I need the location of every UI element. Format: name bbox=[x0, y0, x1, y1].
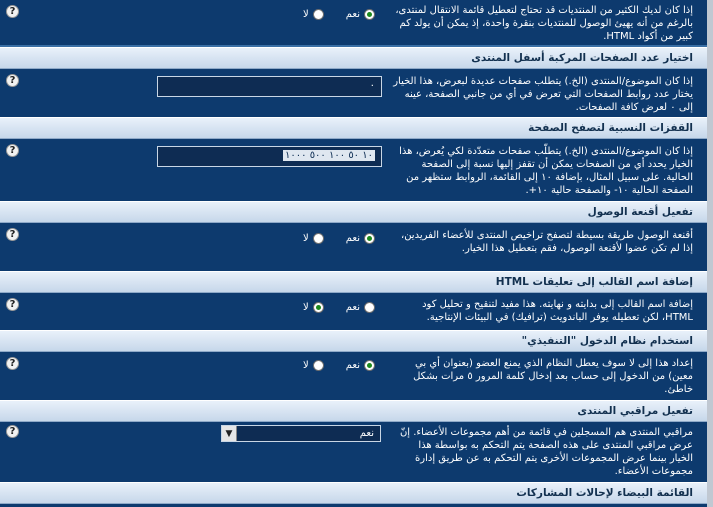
setting-description: أقنعة الوصول طريقة بسيطة لتصفح تراخيص المنتدى للأعضاء الفريدين، إذا لم تكن عضوا لأقنعة الوصول، فقم بتعطيل هذا الخيار. bbox=[400, 230, 693, 254]
radio-yes-label: نعم bbox=[345, 302, 360, 313]
setting-description: إذا كان الموضوع/المنتدى (الخ.) يتطلب صفحات عديدة لبعرض، هذا الخيار يختار عدد روابط الصفحات التي تعرض في أي من جانبي الصفحة، عينه إلى ٠ لعرض كافة الصفحات. bbox=[393, 76, 693, 113]
help-icon[interactable]: ? bbox=[6, 144, 19, 157]
section-title: القائمة البيضاء لإحالات المشاركات bbox=[516, 487, 693, 499]
section-title: اختيار عدد الصفحات المركبة أسفل المنتدى bbox=[471, 52, 693, 64]
setting-description: إذا كان الموضوع/المنتدى (الخ.) يتطلّب صفحات متعدّدة لكي يُعرض، هذا الخيار يحدد أي من الصفحات يمكن أن تقفز إليها نسبة إلى الصفحة الحالية. على سبيل المثال، بإضافة ١٠ إلى القائمة، الروابط ستظهر من الصفحة الحالية ١٠- والصفحة حالية ١٠+. bbox=[399, 146, 693, 196]
setting-row-page-nav-count bbox=[0, 69, 707, 117]
section-header bbox=[0, 201, 707, 223]
section-title: استخدام نظام الدخول "التنفيذي" bbox=[521, 335, 693, 347]
radio-yes[interactable] bbox=[364, 302, 375, 313]
section-title: تفعيل أقنعة الوصول bbox=[587, 206, 693, 218]
setting-row-template-comments bbox=[0, 293, 707, 330]
yes-no-radio-group bbox=[303, 233, 375, 244]
setting-row-login-strikes bbox=[0, 352, 707, 400]
radio-yes-label: نعم bbox=[345, 9, 360, 20]
section-header bbox=[0, 330, 707, 352]
chevron-down-icon[interactable]: ▼ bbox=[222, 426, 237, 441]
radio-yes[interactable] bbox=[364, 360, 375, 371]
section-header bbox=[0, 271, 707, 293]
section-header bbox=[0, 47, 707, 69]
yes-no-radio-group bbox=[303, 302, 375, 313]
setting-row-relative-jumps bbox=[0, 139, 707, 201]
radio-yes-label: نعم bbox=[345, 233, 360, 244]
radio-no-label: لا bbox=[303, 302, 309, 313]
yes-no-radio-group bbox=[303, 360, 375, 371]
moderators-select[interactable] bbox=[221, 425, 381, 442]
scrollbar[interactable] bbox=[707, 0, 713, 507]
setting-description: مراقبي المنتدى هم المسجلين في قائمة من أهم مجموعات الأعضاء. إنّ عرض مراقبي المنتدى على هذه الصفحة يتم التحكم به بواسطة هذا الخيار بينما عرض المجموعات الأخرى يتم التحكم به عن طريق إدارة مجموعات الأعضاء. bbox=[399, 427, 693, 477]
section-header bbox=[0, 400, 707, 422]
section-title: القفزات النسبية لتصفح الصفحة bbox=[528, 122, 693, 134]
section-title: إضافة اسم القالب إلى تعليقات HTML bbox=[495, 276, 693, 288]
setting-row-forum-jump bbox=[0, 0, 707, 45]
yes-no-radio-group bbox=[303, 9, 375, 20]
section-header bbox=[0, 482, 707, 504]
radio-no[interactable] bbox=[313, 233, 324, 244]
setting-description: إعداد هذا إلى لا سوف يعطل النظام الذي يمنع العضو (بعنوان أي بي معين) من الدخول إلى حساب بعد إدخال كلمة المرور ٥ مرات بشكل خاطئ. bbox=[413, 358, 693, 395]
section-title: تفعيل مراقبي المنتدى bbox=[577, 405, 693, 417]
setting-row-access-masks bbox=[0, 223, 707, 271]
help-icon[interactable]: ? bbox=[6, 357, 19, 370]
radio-no[interactable] bbox=[313, 302, 324, 313]
help-icon[interactable]: ? bbox=[6, 425, 19, 438]
radio-no-label: لا bbox=[303, 360, 309, 371]
section-header bbox=[0, 117, 707, 139]
radio-no-label: لا bbox=[303, 233, 309, 244]
radio-yes[interactable] bbox=[364, 233, 375, 244]
setting-row-moderators bbox=[0, 422, 707, 482]
select-value: نعم bbox=[359, 428, 374, 439]
radio-no[interactable] bbox=[313, 360, 324, 371]
help-icon[interactable]: ? bbox=[6, 5, 19, 18]
help-icon[interactable]: ? bbox=[6, 74, 19, 87]
radio-no-label: لا bbox=[303, 9, 309, 20]
setting-description: إضافة اسم القالب إلى بدايته و نهايته. هذا مفيد لتنقيح و تحليل كود HTML، لكن تعطيله يوفر الباندويث (ترافيك) في البيئات الإنتاجية. bbox=[422, 299, 693, 323]
setting-description: إذا كان لديك الكثير من المنتديات قد تحتاج لتعطيل قائمة الانتقال لمنتدى، بالرغم من أنه يهيئ الوصول للمنتديات بنقرة واحدة، إذ يمكن أن يولد كم كبير من أكواد HTML. bbox=[395, 5, 693, 42]
radio-yes-label: نعم bbox=[345, 360, 360, 371]
relative-jumps-input[interactable]: ١٠ ٥٠ ١٠٠ ٥٠٠ ١٠٠٠ bbox=[157, 146, 382, 167]
page-nav-count-input[interactable]: ٠ bbox=[157, 76, 382, 97]
radio-no[interactable] bbox=[313, 9, 324, 20]
radio-yes[interactable] bbox=[364, 9, 375, 20]
help-icon[interactable]: ? bbox=[6, 298, 19, 311]
help-icon[interactable]: ? bbox=[6, 228, 19, 241]
